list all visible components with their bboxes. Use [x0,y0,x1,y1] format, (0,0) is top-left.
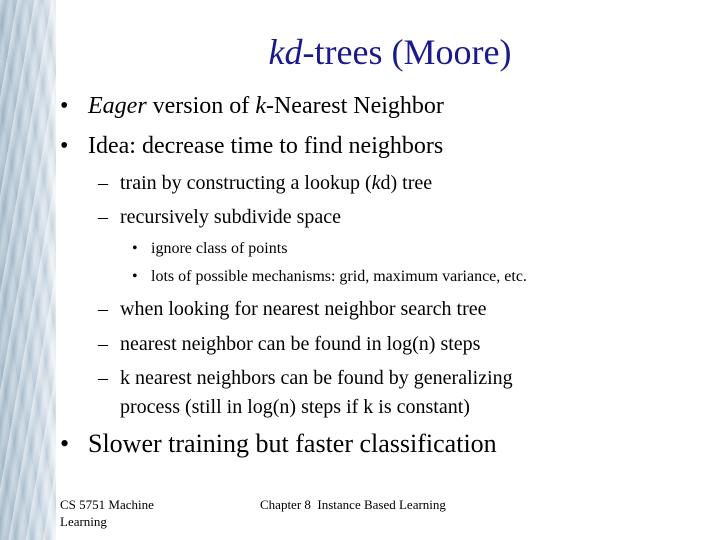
slide-title: kd-trees (Moore) [268,32,512,72]
decorative-side-stripe [0,0,56,540]
footer-course: CS 5751 Machine Learning [60,497,154,529]
footer-chapter: Chapter 8 Instance Based Learning [260,497,446,512]
